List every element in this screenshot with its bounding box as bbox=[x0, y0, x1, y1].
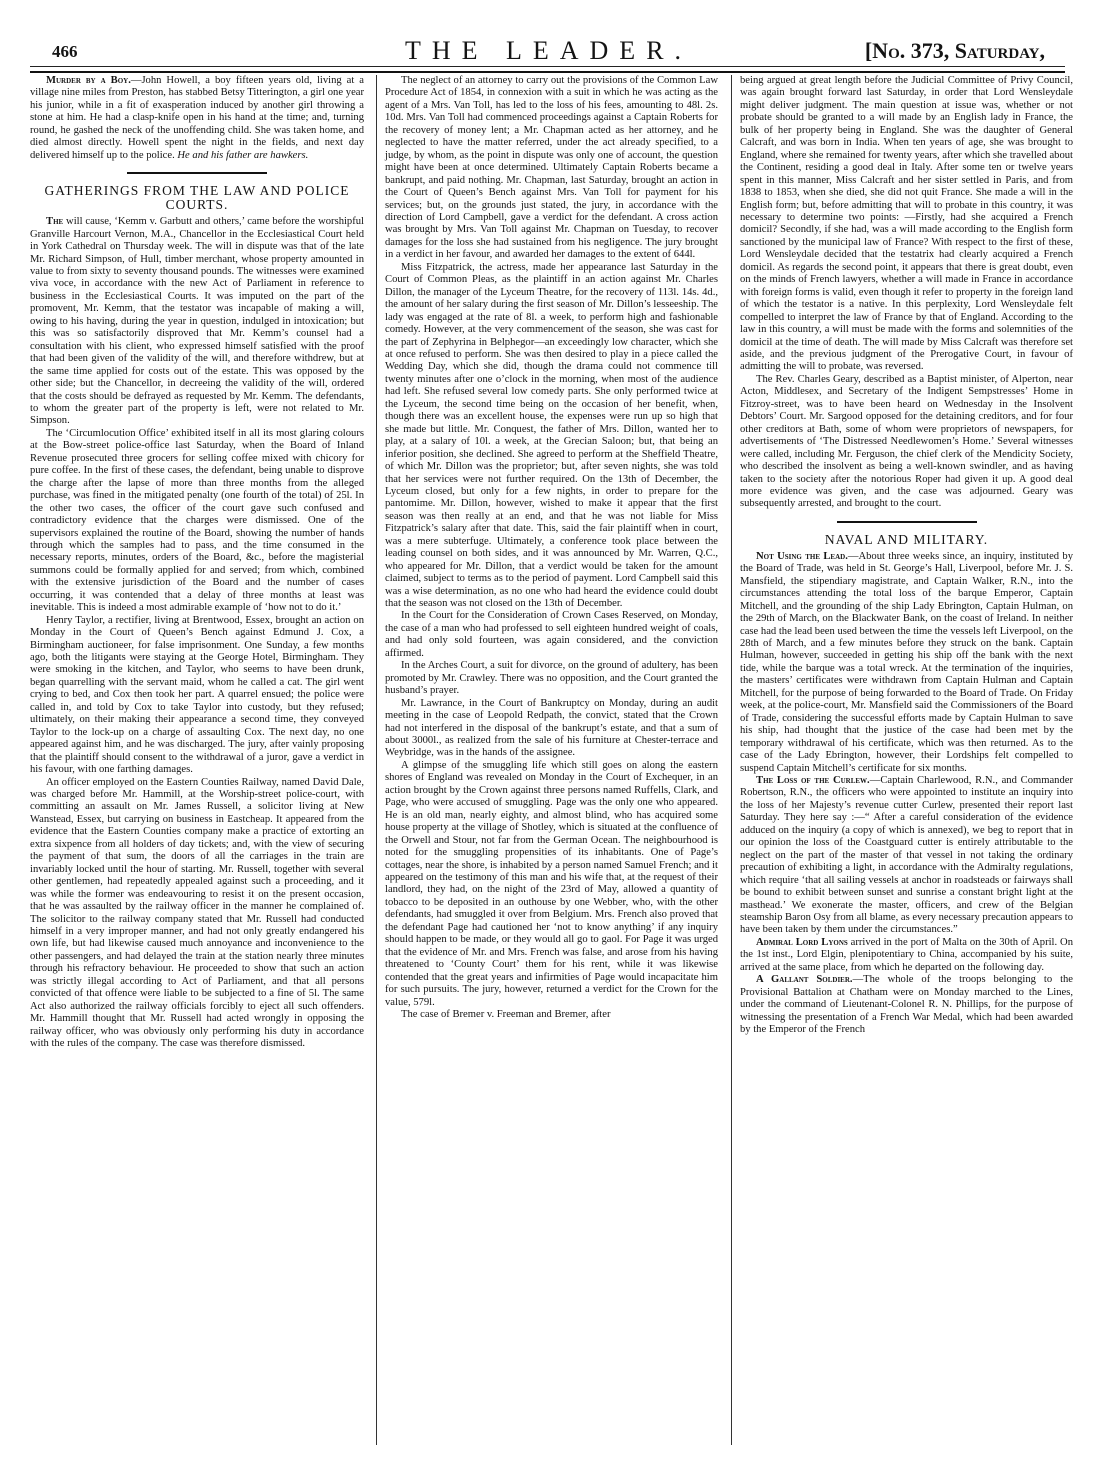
column-left bbox=[30, 75, 364, 1051]
article-kemm-v-garbutt: The will cause, ‘Kemm v. Garbutt and others,’ came before the worshipful Granville Harcourt Vernon, M.A., Chancellor in the Ecclesiastical Court held in York Cathedral on Thursday week. The will in dispute was that of the late Mr. Richard Simpson, of Hull, timber merchant, whose property amounted in value to from sixty to seventy thousand pounds. The witnesses were examined viva voce, in accordance with the new Act of Parliament in reference to business in the Ecclesiastical Courts. It was imputed on the part of the promovent, Mr. Kemm, that the testator was incapable of making a will, owing to his having, during the year in question, indulged in intoxication; but this was so satisfactorily disproved that Mr. Kemm’s counsel had a consultation with his client, who expressed himself satisfied with the proof that had been given of the validity of the will, and therefore withdrew, but at the same time applied for costs out of the estate. This was opposed by the other side; but the Chancellor, in decreeing the validity of the will, ordered that the costs should be defrayed as requested by Mr. Kemm. The defendants, to whom the greater part of the property is left, were not related to Mr. Simpson. bbox=[30, 216, 365, 427]
article-henry-taylor: Henry Taylor, a rectifier, living at Brentwood, Essex, brought an action on Monday in the Court of Queen’s Bench against Edmund J. Cox, a Birmingham auctioneer, for false imprisonment. One Sunday, a few months ago, both the litigants were staying at the George Hotel, Birmingham. They were smoking in the kitchen, and Taylor, who seems to have been drunk, began quarrelling with the servant maid, whom he called a cat. The girl went crying to bed, and Cox then took her part. A quarrel ensued; the police were called in, and told by Cox to take Taylor into custody, but they refused; ultimately, on their making their appearance a second time, they conveyed Taylor to the lock-up on a charge of assaulting Cox. The next day, no one appeared against him, and he was discharged. The jury, after vainly proposing that the plaintiff should consent to the withdrawal of a juror, gave a verdict in his favour, with one farthing damages. bbox=[30, 614, 364, 776]
column-middle bbox=[385, 75, 718, 1021]
article-miss-fitzpatrick: Miss Fitzpatrick, the actress, made her appearance last Saturday in the Court of Common Pleas, as the plaintiff in an action against Mr. Charles Dillon, the manager of the Lyceum Theatre, for the recovery of 113l. 14s. 4d., the amount of her salary during the first season of Mr. Dillon’s lesseeship. The lady was engaged at the rate of 8l. a week, to perform high and fashionable comedy. However, at the very commencement of the season, she was cast for the part of Zephyrina in Belphegor—an exceedingly low character, which she at once refused to perform. She was then desired to play in a piece called the Wedding Day, which she did, though the drama could not commence till twenty minutes after one o’clock in the morning, when most of the audience had left. She refused several low comedy parts. She only performed twice at the Lyceum, the second time being on the occasion of her benefit, when, though there was an excellent house, the expenses were run up so high that she made but little. Mr. Conquest, the father of Mrs. Dillon, wanted her to play, at a salary of 10l. a week, at the Grecian Saloon; but, that being an inferior position, she declined. She agreed to perform at the Sheffield Theatre, of which Mr. Dillon was the proprietor; but, after seven nights, she was told that her services were not further required. On the 13th of December, the Lyceum closed, but only for a few nights, in order to prepare for the pantomime. Mr. Dillon, however, wished to make it appear that the first season was then really at an end, and that he was not liable for Miss Fitzpatrick’s salary after that date. This, said the fair plaintiff when in court, was a mere subterfuge. Ultimately, a conference took place between the leading counsel on both sides, and it was announced by Mr. Warren, Q.C., who appeared for Mr. Dillon, that a verdict would be taken for the amount claimed, subject to terms as to the period of payment. Lord Campbell said this was a wise determination, as no one who had heard the evidence could doubt that the season was not closed on the 13th of December. bbox=[385, 261, 718, 610]
section-rule bbox=[127, 172, 267, 174]
article-arches-court: In the Arches Court, a suit for divorce, on the ground of adultery, has been promoted by Mr. Crawley. There was no opposition, and the Court granted the husband’s prayer. bbox=[385, 660, 718, 697]
column-divider bbox=[731, 75, 732, 1445]
article-crown-cases-reserved: In the Court for the Consideration of Crown Cases Reserved, on Monday, the case of a man who had professed to sell eighteen hundred weight of coals, and had only sold fourteen, was again considered, and the conviction affirmed. bbox=[385, 610, 718, 659]
article-loss-of-curlew: The Loss of the Curlew.—Captain Charlewood, R.N., and Commander Robertson, R.N., the officers who were appointed to institute an inquiry into the loss of her Majesty’s revenue cutter Curlew, presented their report last Saturday. They here say :—“ After a careful consideration of the evidence adduced on the inquiry (a copy of which is annexed), we beg to report that in our opinion the loss of the Coastguard cutter is entirely attributable to the neglect on the part of the master of that vessel in not taking the ordinary precaution of exhibiting a light, in accordance with the Admiralty regulations, which require ‘that all sailing vessels at anchor in roadsteads or fairways shall be bound to exhibit between sunset and sunrise a constant bright light at the masthead.’ We exonerate the master, officers, and crew of the Belgian steamship Baron Osy from all blame, as every necessary precaution appears to have been taken by them under the circumstances.” bbox=[740, 775, 1073, 936]
column-right bbox=[740, 75, 1073, 1037]
section-heading-naval-military: NAVAL AND MILITARY. bbox=[824, 531, 989, 547]
masthead-rule bbox=[30, 66, 1065, 73]
article-lead: Murder by a Boy. bbox=[46, 75, 131, 86]
issue-info: [No. 373, Saturday, bbox=[864, 38, 1045, 63]
article-admiral-lord-lyons: Admiral Lord Lyons arrived in the port of Malta on the 30th of April. On the 1st inst., Lord Elgin, plenipotentiary to China, accompanied by his suite, arrived at the same place, from which he departed on the following day. bbox=[740, 936, 1073, 973]
article-not-using-the-lead: Not Using the Lead.—About three weeks since, an inquiry, instituted by the Board of Trade, was held in St. George’s Hall, Liverpool, before Mr. J. S. Mansfield, the stipendiary magistrate, and Captain Walker, R.N., into the circumstances attending the total loss of the barque Emperor, Captain Mitchell, and the grounding of the ship Lady Ebrington, Captain Hulman, on the 29th of March, on the Blackwater Bank, on the coast of Ireland. In neither case had the lead been used between the time the vessels left Liverpool, on the 28th of March, and a few minutes before they struck on the bank. Captain Hulman, however, succeeded in getting his ship off the bank with the next tide, while the barque was a total wreck. At the termination of the inquiries, the masters’ certificates were withdrawn from Captain Hulman and Captain Mitchell, for the purpose of being forwarded to the Board of Trade. On Friday week, at the police-court, Mr. Mansfield said the Commissioners of the Board of Trade, considering the successful efforts made by Captain Hulman to save his ship, had thought that the justice of the case had been met by the temporary withdrawal of his certificate, which was then returned. As to the case of the Lady Ebrington, however, their Lordships felt compelled to suspend Captain Mitchell’s certificate for six months. bbox=[740, 550, 1074, 774]
column-divider bbox=[376, 75, 377, 1445]
page-number: 466 bbox=[52, 42, 78, 61]
section-rule bbox=[837, 521, 977, 523]
newspaper-title: THE LEADER. bbox=[404, 36, 693, 65]
section-heading-law-police: GATHERINGS FROM THE LAW AND POLICE COURTS. bbox=[44, 183, 350, 213]
article-murder-by-a-boy: Murder by a Boy.—John Howell, a boy fifteen years old, living at a village nine miles from Preston, has stabbed Betsy Titterington, a girl one year his junior, while in a fit of exasperation induced by another girl throwing a stone at him. He had a clasp-knife open in his hand at the time; and, turning round, he gashed the neck of the unoffending child. She was taken home, and died almost directly. Howell spent the night in the fields, and next day delivered himself up to the police. He and his father are hawkers. bbox=[30, 75, 364, 161]
masthead bbox=[0, 0, 1097, 65]
article-bremer-v-freeman: The case of Bremer v. Freeman and Bremer, after bbox=[401, 1008, 611, 1020]
article-court-of-bankruptcy: Mr. Lawrance, in the Court of Bankruptcy on Monday, during an audit meeting in the case of Leopold Redpath, the convict, stated that the Crown had not interfered in the disposal of the bankrupt’s estate, and that a sum of about 3000l., as realized from the sale of his furniture at Chester-terrace and Weybridge, was in the hands of the assignee. bbox=[385, 697, 718, 759]
article-gallant-soldier: A Gallant Soldier.—The whole of the troops belonging to the Provisional Battalion at Chatham were on Monday marched to the Lines, under the command of Lieutenant-Colonel R. N. Phillips, for the purpose of witnessing the presentation of a French War Medal, which had been awarded by the Emperor of the French bbox=[740, 974, 1074, 1036]
article-smuggling: A glimpse of the smuggling life which still goes on along the eastern shores of England was revealed on Monday in the Court of Exchequer, in an action brought by the Crown against three persons named Ruffells, Clark, and Page, who were accused of smuggling. Page was the only one who appeared. He is an old man, nearly eighty, and almost blind, who has acquired some house property at the village of Shotley, which is situated at the confluence of the Orwell and Stour, not far from the German Ocean. The neighbourhood is noted for the smuggling propensities of its inhabitants. One of Page’s cottages, near the shore, is inhabited by a person named Samuel French; and it appeared on the testimony of this man and his wife that, at the request of their landlord, they had, on the night of the 23rd of May, allowed a quantity of tobacco to be deposited in an outhouse by one Webber, who, with the other defendants, had smuggled it over from Belgium. Mrs. French also proved that the defendant Page had cautioned her ‘not to know anything’ if any inquiry should happen to be made, or they would all go to gaol. For Page it was urged that the evidence of Mr. and Mrs. French was false, and arose from his having threatened to ‘County Court’ them for his rent, while it was likewise contended that the great years and infirmities of Page would incapacitate him for such pursuits. The jury, however, returned a verdict for the Crown for the value, 579l. bbox=[385, 759, 718, 1008]
article-van-toll: The neglect of an attorney to carry out the provisions of the Common Law Procedure Act of 1854, in connexion with a suit in which he was acting as the agent of a Mrs. Van Toll, has led to the loss of his fees, amounting to 48l. 2s. 10d. Mrs. Van Toll had commenced proceedings against a Captain Roberts for the recovery of money lent; a Mr. Chapman acted as her attorney, and he neglected to have the matter referred, under the act already specified, to a judge, by whom, as the point in dispute was only one of account, the question might have been at once determined. Ultimately Captain Roberts became a bankrupt, and paid nothing. Mr. Chapman, last Saturday, brought an action in the Court of Queen’s Bench against Mrs. Van Toll for payment for his services; but, on the grounds just stated, the jury, in accordance with the direction of Lord Campbell, gave a verdict for the defendant. A cross action was brought by Mrs. Van Toll against Mr. Chapman on Tuesday, to recover damages for the loss she had sustained from his negligence. The jury brought in a verdict in her favour, and awarded her damages to the extent of 644l. bbox=[385, 75, 718, 261]
article-bremer-continued: being argued at great length before the Judicial Committee of Privy Council, was again brought forward last Saturday, in order that Lord Wensleydale might deliver judgment. The main question at issue was, whether or not probate should be granted to a will made by an English lady in France, the bulk of her property being in England. She was the daughter of General Calcraft, and was born in India. When ten years of age, she was brought to England, where she remained for twenty years, after which she travelled about the Continent, residing a good deal in Italy. After some ten or twelve years spent in this manner, Miss Calcraft and her sister settled in Paris, and from 1838 to 1853, when she died, she did not quit France. She made a will in the English form; but, before admitting that will to probate in this country, it was necessary to determine two points: —Firstly, had she acquired a French domicil? Secondly, if she had, was a will made according to the English form sanctioned by the municipal law of France? With respect to the first of these, Lord Wensleydale decided that the testatrix had clearly acquired a French domicil. As regards the second point, it appears that there is great doubt, even on the minds of French lawyers, whether a will made in France in accordance with foreign forms is valid, even though it refer to property in the foreign land of which the testator is a native. In this perplexity, Lord Wensleydale felt compelled to interpret the law of France by that of England. According to the law in this country, a will must be made with the forms and solemnities of the domicil at the time of death. The will made by Miss Calcraft was therefore set aside, and the previous judgment of the Prerogative Court, in favour of admitting the will to probate, was reversed. bbox=[740, 75, 1073, 373]
article-eastern-counties-railway: An officer employed on the Eastern Counties Railway, named David Dale, was charged before Mr. Hammill, at the Worship-street police-court, with committing an assault on Mr. James Russell, a solicitor living at New Wanstead, Essex, but carrying on business in Eastcheap. It appeared from the evidence that the Eastern Counties company make a practice of extorting an extra sixpence from all holders of day tickets; and, with the view of securing the payment of that sum, the doors of all the carriages in the train are invariably locked until the hour of starting. Mr. Russell, together with several other gentlemen, had repeatedly appealed against such a proceeding, and it was while the former was endeavouring to resist it on the present occasion, that he was assaulted by the railway officer in the manner he complained of. The solicitor to the railway company stated that Mr. Russell had conducted himself in a very improper manner, and had not only greatly endangered his own life, but had likewise caused much annoyance and inconvenience to the other passengers, and had delayed the train at the station nearly three minutes through his refractory behaviour. He proceeded to show that such an action was strictly illegal according to Act of Parliament, and that all persons convicted of that offence were liable to be subjected to a fine of 5l. The same Act also authorized the railway officials forcibly to eject all such offenders. Mr. Hammill thought that Mr. Russell had acted wrongly in opposing the railway officer, who was obviously only performing his duty in accordance with the rules of the company. The case was therefore dismissed. bbox=[30, 776, 364, 1050]
article-rev-charles-geary: The Rev. Charles Geary, described as a Baptist minister, of Alperton, near Acton, Middlesex, and Secretary of the Indigent Sempstresses’ Home in Fitzroy-street, was to have been heard on Wednesday in the Insolvent Debtors’ Court. Mr. Sargood opposed for the detaining creditors, and for four other creditors at Bath, some of whom were proprietors of newspapers, for advertisements of ‘The Distressed Needlewomen’s Home.’ Several witnesses were called, including Mr. Ferguson, the chief clerk of the Mendicity Society, who described the insolvent as being a well-known swindler, and as having taken to the society after the notorious Roper had given it up. A good deal more evidence was given, and the case was adjourned. Geary was subsequently arrested, and brought to the court. bbox=[740, 373, 1073, 510]
article-circumlocution-office: The ‘Circumlocution Office’ exhibited itself in all its most glaring colours at the Bow-street police-office last Saturday, when the Board of Inland Revenue prosecuted three grocers for selling coffee mixed with chicory for pure coffee. In the first of these cases, the defendant, being unable to disprove the charge after the lapse of more than three months from the alleged purchase, was fined in the mitigated penalty (one fourth of the total) of 25l. In the other two cases, the officer of the court gave such confused and contradictory evidence that the charges were dismissed. One of the supervisors explained the routine of the Board, showing the number of hands through which the samples had to pass, and the time consumed in the necessary reports, minutes, orders of the Board, &c., before the magisterial summons could be formally applied for and served; from which, combined with the extensive jurisdiction of the Board and the number of cases occurring, it was contended that a delay of three months at least was inevitable. This is indeed a most admirable example of ‘how not to do it.’ bbox=[30, 427, 364, 614]
